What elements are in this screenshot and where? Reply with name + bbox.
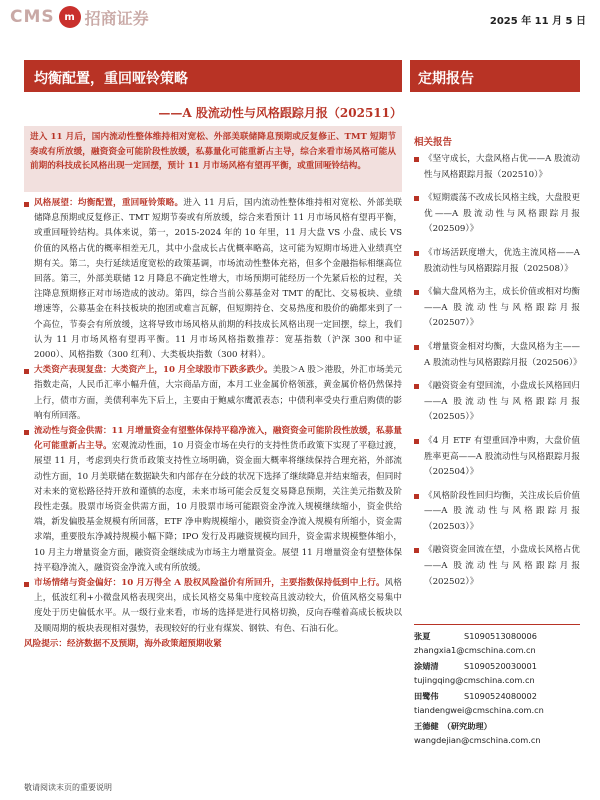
analyst-email[interactable]: tiandengwei@cmschina.com.cn	[414, 705, 544, 715]
analyst-name: 张夏	[414, 631, 431, 641]
related-reports-list	[414, 152, 580, 598]
section-sentiment	[24, 576, 402, 637]
analyst-email[interactable]: zhangxia1@cmschina.com.cn	[414, 645, 536, 655]
related-report-item[interactable]: 《市场活跃度增大，优选主流风格——A 股流动性与风格跟踪月报（202508）》	[414, 246, 580, 277]
related-report-item[interactable]: 《增量资金相对均衡，大盘风格为主——A 股流动性与风格跟踪月报（202506）》	[414, 340, 580, 371]
section-body: 美股＞A 股＞港股，外汇市场美元指数走高，人民币汇率小幅升值，大宗商品方面，本月工业金属价格领涨，黄金属价格仍然保持上行，债市方面，美债利率先下后上，主要由于鲍威尔鹰派表态；中债利率受央行重启购债的影响有所回落。	[34, 365, 402, 421]
related-report-item[interactable]: 《风格阶段性回归均衡，关注成长后价值——A 股流动性与风格跟踪月报（202503）》	[414, 489, 580, 536]
related-report-item[interactable]: 《坚守成长，大盘风格占优——A 股流动性与风格跟踪月报（202510）》	[414, 152, 580, 183]
analyst-row	[414, 659, 580, 673]
analyst-row	[414, 629, 580, 643]
section-head: 流动性与资金供需：11 月增量资金有望整体保持平稳净流入，融资资金可能阶段性放缓，私募量化可能重新占主导。	[34, 426, 402, 452]
report-title: 均衡配置，重回哑铃策略	[34, 71, 188, 87]
section-head: 市场情绪与资金偏好：10 月万得全 A 股权风险溢价有所回升，主要指数保持低到中上行。	[34, 578, 385, 589]
section-asset-review	[24, 363, 402, 424]
related-reports-title: 相关报告	[414, 137, 453, 148]
analyst-id: S1090524080002	[464, 691, 537, 701]
section-style-outlook	[24, 196, 402, 363]
related-report-item[interactable]: 《偏大盘风格为主，成长价值或相对均衡——A 股流动性与风格跟踪月报（202507）》	[414, 285, 580, 332]
related-report-item[interactable]: 《短期震荡不改成长风格主线，大盘股更优——A 股流动性与风格跟踪月报（202509）》	[414, 191, 580, 238]
summary-text: 进入 11 月后，国内流动性整体维持相对宽松、外部美联储降息预期或反复修正、TMT 短期节奏或有所放缓，融资资金可能阶段性放缓，私募量化可能重新占主导，综合来看市场风格可能从前期的科技成长风格出现一定回摆，预计 11 月市场风格有望再平衡，或重回哑铃结构。	[30, 132, 396, 171]
analyst-block	[414, 624, 580, 749]
report-date: 2025 年 11 月 5 日	[489, 16, 586, 27]
analyst-id: S1090520030001	[464, 661, 537, 671]
related-report-item[interactable]: 《融资资金回流在望，小盘成长风格占优——A 股流动性与风格跟踪月报（202502）》	[414, 543, 580, 590]
section-head: 风格展望：均衡配置，重回哑铃策略。	[34, 198, 184, 208]
logo-text-cn: 招商证券	[84, 8, 149, 28]
logo-text-en: CMS	[10, 7, 55, 27]
logo-mark-icon: m	[59, 6, 81, 28]
risk-warning: 风险提示：经济数据不及预期，海外政策超预期收紧	[24, 638, 222, 649]
section-head: 大类资产表现复盘：大类资产上，10 月全球股市下跌多跌少。	[34, 365, 273, 376]
analyst-name: 田鹭伟	[414, 691, 439, 701]
analyst-email[interactable]: tujingqing@cmschina.com.cn	[414, 675, 535, 685]
title-banner	[24, 60, 402, 92]
analyst-row	[414, 689, 580, 703]
footer-note: 敬请阅读末页的重要说明	[24, 783, 112, 792]
section-body: 风格上，低波红利+小微盘风格表现突出，成长风格交易集中度较高且波动较大，价值风格交易集中度处于历史偏低水平。从一级行业来看，市场的选择是进行风格切换，反向吞噬着高成长板块以及顺周期的板块表现相对强势，表现较好的行业有煤炭、钢铁、有色、石油石化。	[34, 578, 402, 634]
analyst-row	[414, 719, 580, 733]
related-report-item[interactable]: 《4 月 ETF 有望重回净申购，大盘价值胜率更高——A 股流动性与风格跟踪月报（202504）》	[414, 434, 580, 481]
section-liquidity	[24, 424, 402, 576]
summary-box	[24, 126, 402, 192]
side-banner	[410, 60, 580, 92]
section-body: 进入 11 月后，国内流动性整体维持相对宽松、外部美联储降息预期或反复修正、TMT 短期节奏或有所放缓，综合来看预计 11 月市场风格有望再平衡，或重回哑铃结构。具体来说，第一，2015-2024 年的 10 年里，11 月大盘 VS 小盘、成长 VS 价值的风格占优的概率相差无几，其中小盘成长占优概率略高，这可能为短期市场进入业绩真空期有关。第二，央行延续适度宽松的政策基调，市场流动性整体充裕，但多个金融指标相继高位回落。第三，外部美联储 12 月降息不确定性增大，市场预期可能经历一个先紧后松的过程，关注降息预期修正对市场造成的波动。第四，综合当前公募基金对 TMT 的配比、交易板块、业绩增速等，公募基金在科技板块的抱团或难言瓦解，但短期持仓、交易热度和股价的确都来到了一个高位，节奏会有所放缓，这将导致市场风格从前期的科技成长风格出现一定回摆，综上，我们认为 11 月市场风格有望再平衡。11 月市场风格指数推荐：宽基指数（沪深 300 和中证 2000）、风格指数（300 红利）、大类板块指数（300 材料）。	[34, 198, 402, 361]
analyst-id: S1090513080006	[464, 631, 537, 641]
section-body: 宏观流动性面，10 月资金市场在央行的支持性货币政策下实现了平稳过渡，展望 11 月，考虑到央行货币政策支持性立场明确，资金面大概率将继续保持合理充裕，外部流动性方面，10 月美联储在数据缺失和内部存在分歧的状况下选择了继续降息并结束缩表，但同时对未来的宽松路径持开放和谨慎的态度，未来市场可能会反复交易降息预期，关注美元指数及阶段性走强。股票市场资金供需方面，10 月股票市场可能跟资金净流入规模继续缩小，资金供给端，新发偏股基金规模有所回落，ETF 净申购规模缩小，融资资金净流入规模有所缩小，资金需求端，重要股东净减持规模小幅下降；IPO 发行及再融资规模均回升，资金需求规模整体缩小，10 月主力增量资金方面，融资资金继续成为市场主力增量资金。展望 11 月增量资金有望整体保持平稳净流入，融资资金净流入或有所放缓。	[34, 441, 402, 573]
report-type-label: 定期报告	[418, 71, 474, 87]
related-report-item[interactable]: 《融资资金有望回流，小盘成长风格回归——A 股流动性与风格跟踪月报（202505）》	[414, 379, 580, 426]
analyst-name: 涂婧清	[414, 661, 439, 671]
analyst-name: 王德健 （研究助理）	[414, 721, 492, 731]
main-body	[24, 196, 402, 652]
analyst-email[interactable]: wangdejian@cmschina.com.cn	[414, 735, 541, 745]
cms-logo	[10, 2, 149, 32]
report-subtitle: ——A 股流动性与风格跟踪月报（202511）	[158, 106, 402, 120]
